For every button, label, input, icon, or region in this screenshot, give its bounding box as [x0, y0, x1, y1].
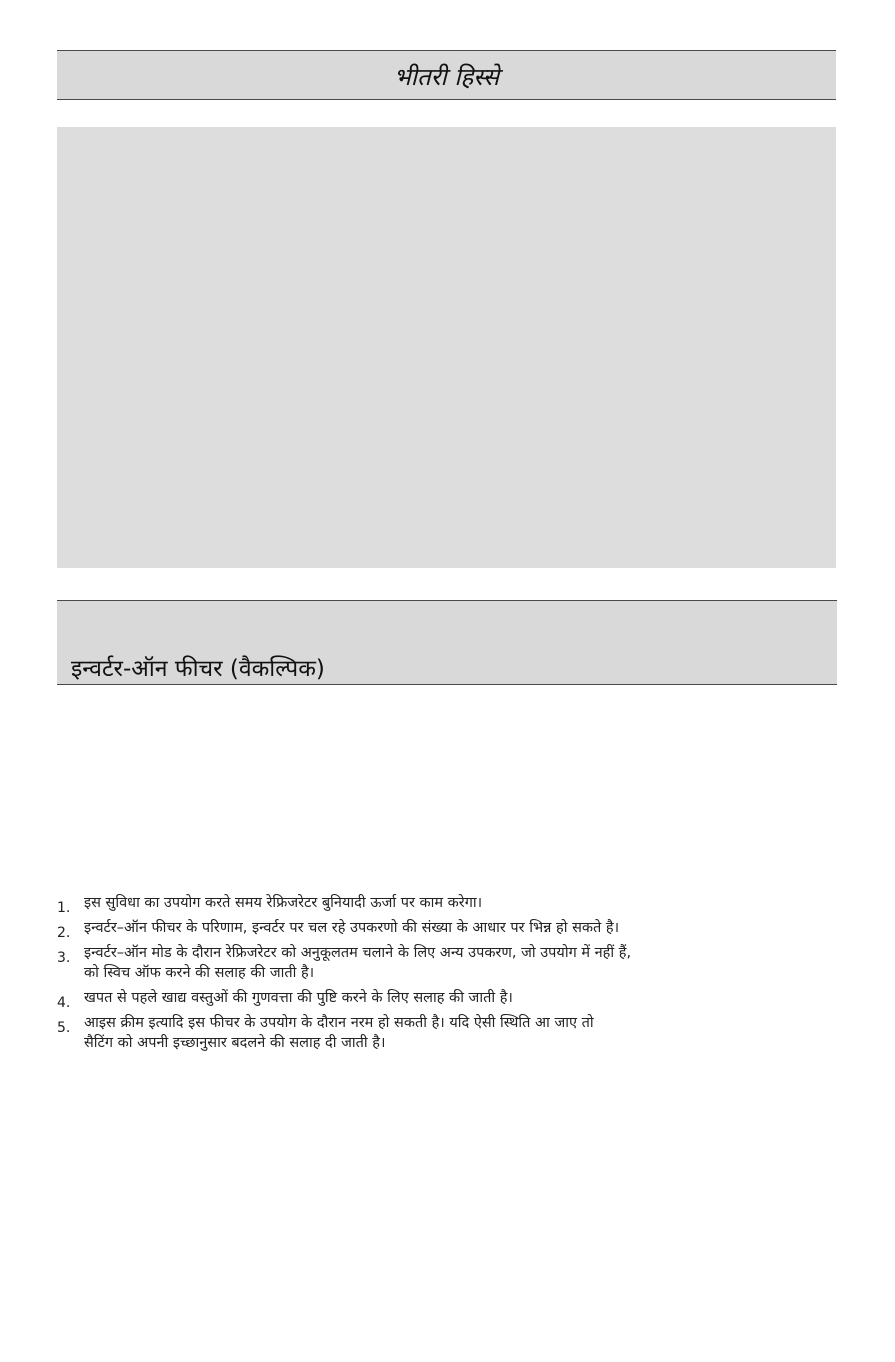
list-item-number: 3.	[57, 950, 71, 966]
list-item	[57, 893, 817, 916]
interior-parts-title: भीतरी हिस्से	[393, 63, 500, 91]
list-item	[57, 918, 817, 941]
list-item-text: खपत से पहले खाद्य वस्तुओं की गुणवत्ता की पुष्टि करने के लिए सलाह की जाती है।	[84, 990, 513, 1006]
list-item-text-continued: सैटिंग को अपनी इच्छानुसार बदलने की सलाह दी जाती है।	[84, 1035, 386, 1051]
interior-diagram-area	[57, 127, 836, 568]
list-item-text: इन्वर्टर–ऑन मोड के दौरान रेफ्रिजरेटर को अनुकूलतम चलाने के लिए अन्य उपकरण, जो उपयोग में नहीं हैं,	[84, 945, 632, 961]
inverter-notes-list	[57, 893, 817, 1058]
list-item-text-continued: को स्विच ऑफ करने की सलाह की जाती है।	[84, 965, 315, 981]
list-item	[57, 1013, 817, 1053]
list-item-number: 1.	[57, 900, 71, 916]
inverter-feature-header	[57, 600, 837, 685]
list-item-text: इन्वर्टर–ऑन फीचर के परिणाम, इन्वर्टर पर चल रहे उपकरणो की संख्या के आधार पर भिन्न हो सकते है।	[84, 920, 620, 936]
inverter-feature-title: इन्वर्टर-ऑन फीचर (वैकल्पिक)	[71, 656, 325, 682]
list-item-number: 2.	[57, 925, 71, 941]
interior-parts-header	[57, 50, 836, 100]
list-item	[57, 988, 817, 1011]
list-item-number: 4.	[57, 995, 71, 1011]
list-item-text: इस सुविधा का उपयोग करते समय रेफ्रिजरेटर बुनियादी ऊर्जा पर काम करेगा।	[84, 895, 483, 911]
list-item-text: आइस क्रीम इत्यादि इस फीचर के उपयोग के दौरान नरम हो सकती है। यदि ऐसी स्थिति आ जाए तो	[84, 1015, 594, 1031]
list-item	[57, 943, 817, 983]
list-item-number: 5.	[57, 1020, 71, 1036]
